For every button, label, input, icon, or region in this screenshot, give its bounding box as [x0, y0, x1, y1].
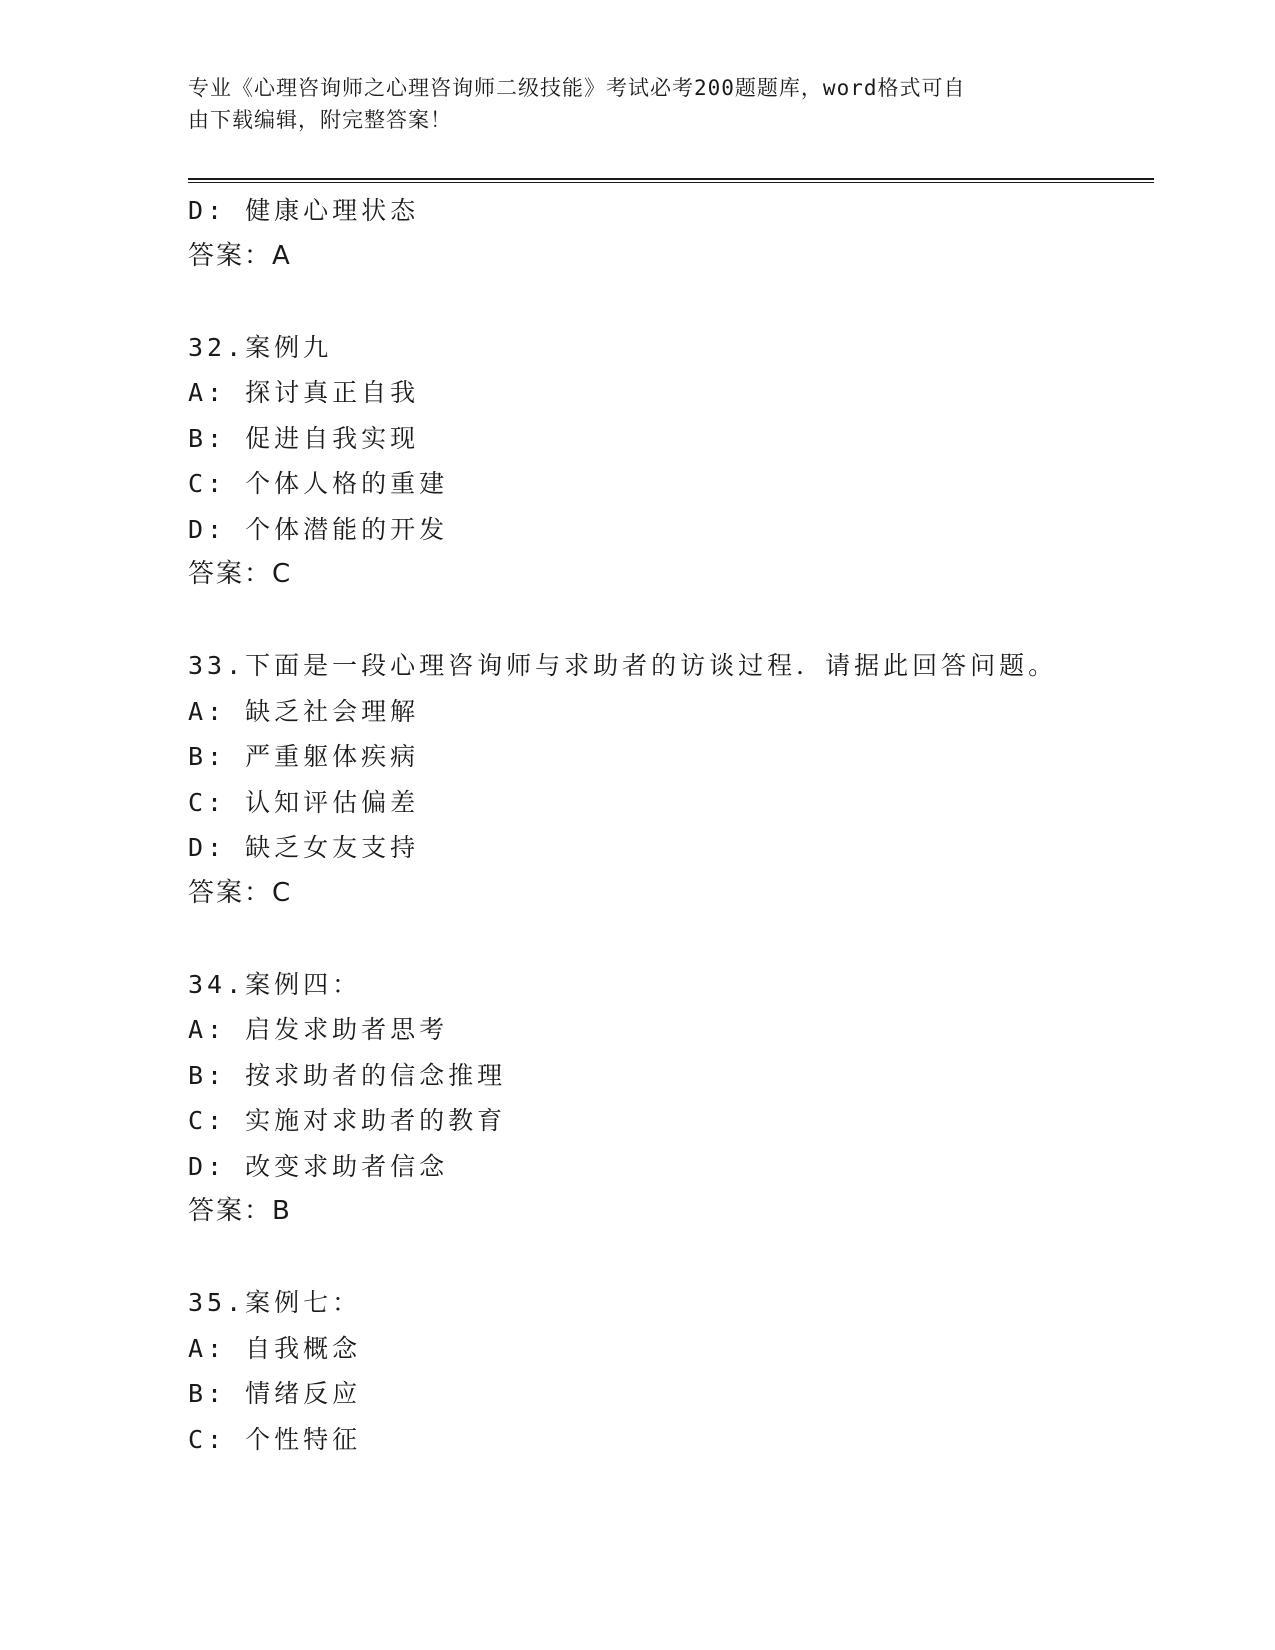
question-spacer — [188, 1235, 1154, 1281]
option-c: C: 认知评估偏差 — [188, 787, 420, 817]
header-line-1: 专业《心理咨询师之心理咨询师二级技能》考试必考200题题库，word格式可自 — [188, 76, 966, 100]
option-c: C: 个体人格的重建 — [188, 469, 449, 498]
option-b: B: 严重躯体疾病 — [188, 742, 420, 771]
question-spacer — [188, 916, 1154, 962]
option-d: D: 改变求助者信念 — [188, 1151, 449, 1181]
question-title: 35.案例七： — [188, 1288, 362, 1317]
option-d: D: 健康心理状态 — [188, 196, 420, 225]
option-b: B: 促进自我实现 — [188, 423, 420, 453]
answer-label: 答案：A — [188, 240, 292, 271]
header-line-2: 由下载编辑，附完整答案！ — [188, 108, 452, 132]
question-title: 33.下面是一段心理咨询师与求助者的访谈过程．请据此回答问题。 — [188, 651, 1058, 680]
answer-label: 答案：C — [188, 877, 293, 908]
question-title: 32.案例九 — [188, 332, 333, 362]
option-c: C: 个性特征 — [188, 1424, 362, 1454]
option-b: B: 情绪反应 — [188, 1379, 362, 1408]
question-spacer — [188, 598, 1154, 644]
answer-label: 答案：B — [188, 1196, 292, 1226]
option-d: D: 个体潜能的开发 — [188, 514, 449, 544]
question-spacer — [188, 279, 1154, 325]
header-divider — [188, 178, 1154, 183]
option-a: A: 探讨真正自我 — [188, 378, 420, 407]
option-a: A: 启发求助者思考 — [188, 1015, 449, 1044]
option-c: C: 实施对求助者的教育 — [188, 1106, 507, 1135]
option-b: B: 按求助者的信念推理 — [188, 1060, 507, 1090]
option-a: A: 自我概念 — [188, 1333, 362, 1363]
question-title: 34.案例四： — [188, 969, 362, 999]
document-header — [188, 72, 1068, 136]
question-list — [188, 188, 1154, 1462]
answer-label: 答案：C — [188, 559, 293, 589]
option-d: D: 缺乏女友支持 — [188, 833, 420, 862]
option-a: A: 缺乏社会理解 — [188, 696, 420, 726]
